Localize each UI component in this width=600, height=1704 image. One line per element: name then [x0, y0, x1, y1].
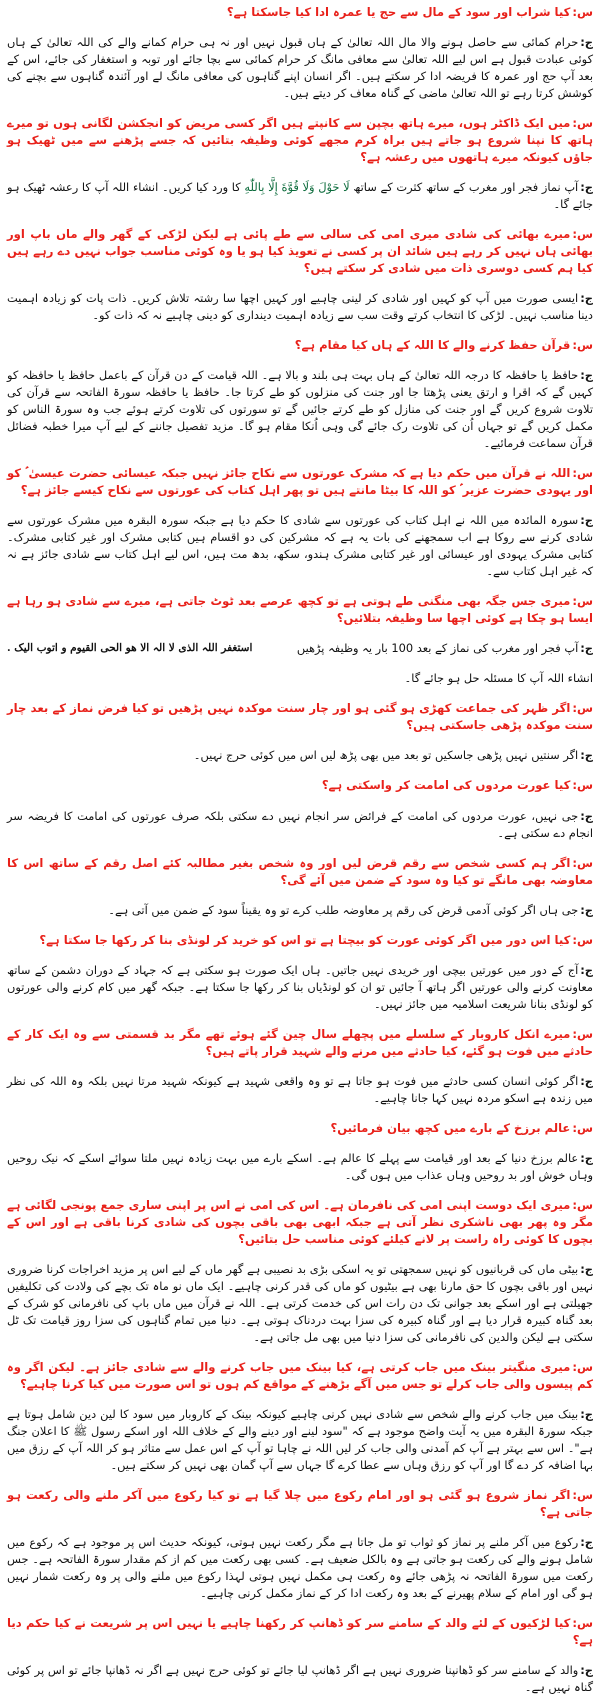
- question: [6, 700, 594, 734]
- question-text: میری منگیتر بینک میں جاب کرتی ہے، کیا بینک میں جاب کرنے والے سے شادی جائز ہے۔ لیکن اگر وہ کم پیسوں والی جاب کرلے تو جس میں آگے بڑھنے کے مواقع کم ہوں تو اس صورت میں کیا کرنا چاہیے؟: [7, 1359, 593, 1391]
- question: [6, 855, 594, 889]
- question: [6, 226, 594, 277]
- answer-text-continued: کا ورد کیا کریں۔ انشاء اللہ آپ کا رعشہ ٹھیک ہو جائے گا۔: [7, 180, 593, 212]
- answer-text: رکوع میں آکر ملنے پر نماز کو ثواب تو مل جاتا ہے مگر رکعت نہیں ہوتی، کیونکہ حدیث اس پر موجود ہے کہ رکوع میں شامل ہونے والے کی رکعت ہو جاتی ہے وہ بالکل ضعیف ہے۔ کسی بھی رکعت میں کم از کم مقدار سورۃ الفاتحہ ہے۔ جس رکعت میں سورۃ الفاتحہ نہ پڑھی جائے وہ رکعت ہی مکمل نہیں ہوتی لہذا رکوع میں ملنے والی پر وہ رکعت شمار نہیں ہو گی اور امام کے سلام پھیرنے کے بعد وہ رکعت ادا کر کے نماز مکمل کرنی چاہیے۔: [7, 1534, 593, 1600]
- answer-text: ایسی صورت میں آپ کو کہیں اور شادی کر لینی چاہیے اور کہیں اچھا سا رشتہ تلاش کریں۔ ذات پات کو زیادہ اہمیت دینا مناسب نہیں۔ لڑکی کا انتخاب کرتے وقت سب سے زیادہ اہمیت دینداری کو دینی چاہیے نہ کہ ذات کو۔: [7, 291, 593, 323]
- question: [6, 1487, 594, 1521]
- answer-text: جی نہیں، عورت مردوں کی امامت کے فرائض سر انجام نہیں دے سکتی بلکہ صرف عورتوں کی امامت کا فریضہ سر انجام دے سکتی ہے۔: [7, 808, 593, 840]
- answer-text: حرام کمائی سے حاصل ہونے والا مال اللہ تعالیٰ کے ہاں قبول نہیں اور نہ ہی حرام کمانے والے کی اللہ تعالیٰ کے ہاں کوئی عبادت قبول ہے اس لیے اللہ تعالیٰ سے معافی مانگ کر حرام کمائی سے بچا جائے اور توبہ و استغفار کی جائے، اس کے بعد آپ حج اور عمرہ کا فریضہ ادا کر سکتے ہیں۔ اگر انسان اپنے گناہوں کی معافی مانگ لے اور آئندہ گناہوں سے بچنے کی کوشش کرتا رہے تو اللہ تعالیٰ ماضی کے گناہ معاف کر دیتے ہیں۔: [7, 35, 593, 101]
- answer-prefix: ج:: [580, 1663, 593, 1677]
- answer-prefix: ج:: [580, 1261, 593, 1276]
- question-prefix: س:: [572, 1197, 593, 1212]
- answer: [6, 367, 594, 452]
- question: [6, 1615, 594, 1649]
- question-text: اگر نماز شروع ہو گئی ہو اور امام رکوع میں چلا گیا ہے تو کیا رکوع میں آکر ملنے والی رکعت ہو جاتی ہے؟: [7, 1487, 593, 1519]
- question: [6, 465, 594, 499]
- question-text: کیا لڑکیوں کے لئے والد کے سامنے سر کو ڈھانپ کر رکھنا چاہیے یا نہیں اس پر شریعت نے کیا حکم دیا ہے؟: [7, 1615, 593, 1647]
- question-text: میری ایک دوست اپنی امی کی نافرمان ہے۔ اس کی امی نے اس پر اپنی ساری جمع پونجی لگائی ہے مگر وہ پھر بھی ناشکری نظر آتی ہے جبکہ ابھی بھی باقی بچوں کی شادی کرنا باقی ہے اور اس کے بچوں کا کوئی راہ راست پر لانے کیلئے کوئی مناسب حل بتائیں؟: [7, 1197, 593, 1246]
- question-text: اگر ظہر کی جماعت کھڑی ہو گئی ہو اور چار سنت موکدہ نہیں پڑھیں تو کیا فرض نماز کے بعد چار سنت موکدہ پڑھی جاسکتی ہیں؟: [7, 701, 593, 733]
- answer-prefix: ج:: [580, 748, 593, 763]
- question-prefix: س:: [572, 1026, 593, 1041]
- question: [6, 777, 594, 794]
- answer-prefix: ج:: [580, 1406, 593, 1421]
- question-prefix: س:: [572, 1487, 593, 1502]
- answer-prefix: ج:: [580, 180, 593, 195]
- question-prefix: س:: [572, 466, 593, 481]
- answer-prefix: ج:: [580, 1150, 593, 1165]
- question-text: میرے بھائی کی شادی میری امی کی سالی سے طے پائی ہے لیکن لڑکی کے گھر والے ماں باپ اور بھائی ہاں نہیں کر رہے ہیں شائد ان پر کسی نے تعویذ کیا ہو یا وہ کوئی مناسب جواب نہیں دے رہے ہیں کیا ہم کسی دوسری ذات میں شادی کر سکتے ہیں؟: [7, 227, 593, 276]
- answer: [6, 290, 594, 324]
- answer-prefix: ج:: [580, 513, 593, 528]
- answer-text: عالم برزخ دنیا کے بعد اور قیامت سے پہلے کا عالم ہے۔ اسکے بارے میں بہت زیادہ نہیں ملتا سوائے اسکے کہ نیک روحیں وہاں خوش اور بد روحیں وہاں عذاب میں ہوں گی۔: [7, 1150, 593, 1182]
- question-prefix: س:: [572, 5, 593, 19]
- question: [6, 115, 594, 166]
- answer: [6, 1534, 594, 1602]
- question-text: اللہ نے قرآن میں حکم دیا ہے کہ مشرک عورتوں سے نکاح جائز نہیں جبکہ عیسائی حضرت عیسیٰ ؑ کو اور یہودی حضرت عزیر ؑ کو اللہ کا بیٹا مانتے ہیں تو پھر اہل کتاب کی عورتوں سے نکاح کیسے جائز ہے؟: [7, 466, 593, 498]
- question-prefix: س:: [572, 778, 593, 793]
- answer-text: اگر کوئی انسان کسی حادثے میں فوت ہو جاتا ہے تو وہ واقعی شہید ہے کیونکہ شہید مرتا نہیں بلکہ وہ اللہ کی نظر میں زندہ ہے اسکو مردہ نہیں کہا جانا چاہیے۔: [7, 1073, 593, 1105]
- answer: [6, 1406, 594, 1474]
- question-text: میری جس جگہ بھی منگنی طے ہوتی ہے تو کچھ عرصے بعد ٹوٹ جاتی ہے، میرے سے شادی ہو رہا ہے ایسا ہو چکا ہے کوئی اچھا سا وظیفہ بتلائیں؟: [7, 594, 593, 626]
- answer: [6, 1662, 594, 1696]
- question: [6, 932, 594, 949]
- question: [6, 593, 594, 627]
- answer: [6, 34, 594, 102]
- question-prefix: س:: [572, 1120, 593, 1135]
- answer-prefix: ج:: [580, 1073, 593, 1088]
- answer: [6, 670, 594, 687]
- answer: [6, 747, 594, 764]
- answer-text: جی ہاں اگر کوئی آدمی قرض کی رقم پر معاوضہ طلب کرے تو وہ یقیناً سود کے ضمن میں آتی ہے۔: [108, 902, 579, 917]
- question: [6, 1359, 594, 1393]
- answer-text: آپ فجر اور مغرب کی نماز کے بعد 100 بار یہ وظیفہ پڑھیں: [296, 641, 579, 656]
- answer-prefix: ج:: [580, 368, 593, 383]
- arabic-phrase: لَا حَوْلَ وَلَا قُوَّةَ إِلَّا بِاللّٰهِ: [244, 180, 350, 195]
- answer-prefix: ج:: [580, 962, 593, 977]
- question-text: قرآن حفظ کرنے والے کا اللہ کے ہاں کیا مقام ہے؟: [294, 338, 571, 353]
- question-text: عالم برزخ کے بارے میں کچھ بیان فرمائیں؟: [330, 1120, 571, 1135]
- question-prefix: س:: [572, 594, 593, 609]
- answer: [6, 1150, 594, 1184]
- answer-text: حافظ یا حافظہ کا درجہ اللہ تعالیٰ کے ہاں بہت ہی بلند و بالا ہے۔ اللہ قیامت کے دن قرآن کے باعمل حافظ یا حافظہ کو کہیں گے کہ اقرا و ارتق یعنی پڑھتا جا اور جنت کی منزلوں کو طے کرتا جا۔ حافظ یا حافظہ سورۃ الفاتحہ سے قرآن کی تلاوت شروع کریں گے اور جنت کی منازل کو طے کرتے جائیں گے تو سورتوں کی تلاوت کرتے ہوئے جب وہ سورۃ الناس کو مکمل کریں گے تو جہاں اُن کی تلاوت رک جائے گی وہی اُنکا مقام ہو گا۔ مزید تفصیل جاننے کے لیے آپ میرا خطبہ فضائل قرآن سماعت فرمائیے۔: [7, 368, 593, 451]
- answer-text: والد کے سامنے سر کو ڈھانپنا ضروری نہیں ہے اگر ڈھانپ لیا جائے تو کوئی حرج نہیں ہے اگر نہ ڈھانپا جائے تو اس پر کوئی گناہ نہیں ہے۔: [7, 1663, 593, 1694]
- answer-prefix: ج:: [580, 808, 593, 823]
- question-prefix: س:: [572, 1615, 593, 1630]
- answer: [6, 1261, 594, 1346]
- question-prefix: س:: [572, 227, 593, 242]
- answer-text: سورہ المائدہ میں اللہ نے اہل کتاب کی عورتوں سے شادی کا حکم دیا ہے جبکہ سورہ البقرہ میں مشرک عورتوں سے شادی کرنے سے روکا ہے اب سمجھنے کی بات یہ ہے کہ مشرکین کی دو اقسام ہیں کتابی مشرک اور غیر کتابی مشرک۔ کتابی مشرک یہودی اور عیسائی اور غیر کتابی مشرک ہندو، سکھ، بدھ مت ہیں، اس لیے اہل کتاب سے شادی جائز ہے نہ کہ غیر اہل کتاب سے۔: [7, 513, 593, 579]
- answer: [6, 962, 594, 1013]
- answer-text: آج کے دور میں عورتیں بیچی اور خریدی نہیں جاتیں۔ ہاں ایک صورت ہو سکتی ہے کہ جہاد کے دوران دشمن کے ساتھ معاونت کرنے والی عورتیں اگر ہاتھ آ جائیں تو ان کو لونڈیاں بنا کر رکھا جا سکتا ہے۔ جبکہ گھر میں کام کرنے والی عورتوں کو لونڈی بنانا شریعت اسلامیہ میں جائز نہیں۔: [7, 962, 593, 1011]
- answer-text: اگر سنتیں نہیں پڑھی جاسکیں تو بعد میں بھی پڑھ لیں اس میں کوئی حرج نہیں۔: [193, 748, 579, 763]
- wazifa-instruction: [297, 640, 593, 657]
- question-text: میرے انکل کاروبار کے سلسلے میں پچھلے سال چین گئے ہوئے تھے مگر بد قسمتی سے وہ ایک کار کے حادثے میں فوت ہو گئے، کیا حادثے میں مرنے والے شہید قرار پاتے ہیں؟: [7, 1026, 593, 1058]
- question-prefix: س:: [572, 116, 593, 131]
- answer-prefix: ج:: [580, 291, 593, 306]
- question-text: میں ایک ڈاکٹر ہوں، میرے ہاتھ بچپن سے کانپتے ہیں اگر کسی مریض کو انجکشن لگانی ہوں تو میرے ہاتھ کا نپنا شروع ہو جاتے ہیں براہ کرم مجھے کوئی وظیفہ بتائیں کہ جسے پڑھنے سے میں ٹھیک ہو جاؤں کیونکہ میرے ہاتھوں میں رعشہ ہے؟: [7, 116, 593, 165]
- arabic-dua: استغفر اللہ الذی لا الہ الا ھو الحی القیوم و اتوب الیک .: [7, 642, 253, 655]
- answer-prefix: ج:: [580, 1534, 593, 1549]
- answer: [6, 512, 594, 580]
- answer-text: انشاء اللہ آپ کا مسئلہ حل ہو جائے گا۔: [404, 671, 593, 686]
- question: [6, 1026, 594, 1060]
- question: [6, 4, 594, 21]
- answer-prefix: ج:: [580, 641, 593, 656]
- answer-prefix: ج:: [580, 35, 593, 50]
- qa-column: [6, 4, 594, 1696]
- answer: [6, 902, 594, 919]
- question-prefix: س:: [572, 701, 593, 716]
- question-text: کیا عورت مردوں کی امامت کر واسکتی ہے؟: [321, 778, 571, 793]
- question-prefix: س:: [572, 932, 593, 947]
- answer-text: بینک میں جاب کرنے والے شخص سے شادی نہیں کرنی چاہیے کیونکہ بینک کے کاروبار میں سود کا لین دین شامل ہوتا ہے جبکہ سورۃ البقرہ میں یہ آیت واضح موجود ہے کہ "سود لینے اور دینے والے کے خلاف اللہ اور اسکے رسول ﷺ کا اعلان جنگ ہے"۔ اس سے بہتر ہے آپ کم آمدنی والی جاب کر لیں اللہ نے چاہا تو آپ کے اس عمل سے متاثر ہو کر اللہ آپ کے رزق میں بہا اضافہ کر دے گا اور آپ کو رزق وہاں سے عطا کرے گا جہاں سے آپ گمان بھی نہیں کر سکتے ہیں۔: [7, 1406, 593, 1472]
- question-text: کیا شراب اور سود کے مال سے حج یا عمرہ ادا کیا جاسکتا ہے؟: [226, 5, 571, 19]
- answer: [6, 179, 594, 213]
- question: [6, 337, 594, 354]
- answer: [6, 1073, 594, 1107]
- question: [6, 1197, 594, 1248]
- question-text: اگر ہم کسی شخص سے رقم قرض لیں اور وہ شخص بغیر مطالبہ کئے اصل رقم کے ساتھ اس کا معاوضہ بھی مانگے تو کیا وہ سود کے ضمن میں آئے گی؟: [7, 855, 593, 887]
- question-prefix: س:: [572, 855, 593, 870]
- answer: [6, 808, 594, 842]
- answer-prefix: ج:: [580, 902, 593, 917]
- answer: [6, 640, 594, 657]
- question-prefix: س:: [572, 338, 593, 353]
- question: [6, 1120, 594, 1137]
- answer-text: آپ نماز فجر اور مغرب کے ساتھ کثرت کے ساتھ: [353, 180, 579, 195]
- answer-text: بیٹی ماں کی قربانیوں کو نہیں سمجھتی تو یہ اسکی بڑی بد نصیبی ہے گھر ماں کے لیے اس پر مزید اخراجات کرنا ضروری نہیں اور باقی بچوں کا حق مارنا بھی ہے بیٹیوں کو ماں کی قدر کرنی چاہیے۔ ایک ماں نو ماہ تک بچے کی ولادت کی تکلیفیں جھیلتی ہے اور اسکے بعد جوانی تک دن رات اس کی خدمت کرتی ہے۔ اللہ نے قرآن میں ماں باپ کی نافرمانی کو شرک کے بعد گناہ کبیرہ قرار دیا ہے اور گناہ کبیرہ کی سزا بہت دردناک ہوتی ہے۔ دنیا میں تمام گناہوں کی سزا روز قیامت تک ٹل سکتی ہے لیکن والدین کی نافرمانی کی سزا دنیا میں بھی مل جاتی ہے۔: [6, 1261, 593, 1344]
- question-prefix: س:: [572, 1359, 593, 1374]
- question-text: کیا اس دور میں اگر کوئی عورت کو بیچتا ہے تو اس کو خرید کر لونڈی بنا کر رکھا جا سکتا ہے؟: [39, 932, 571, 947]
